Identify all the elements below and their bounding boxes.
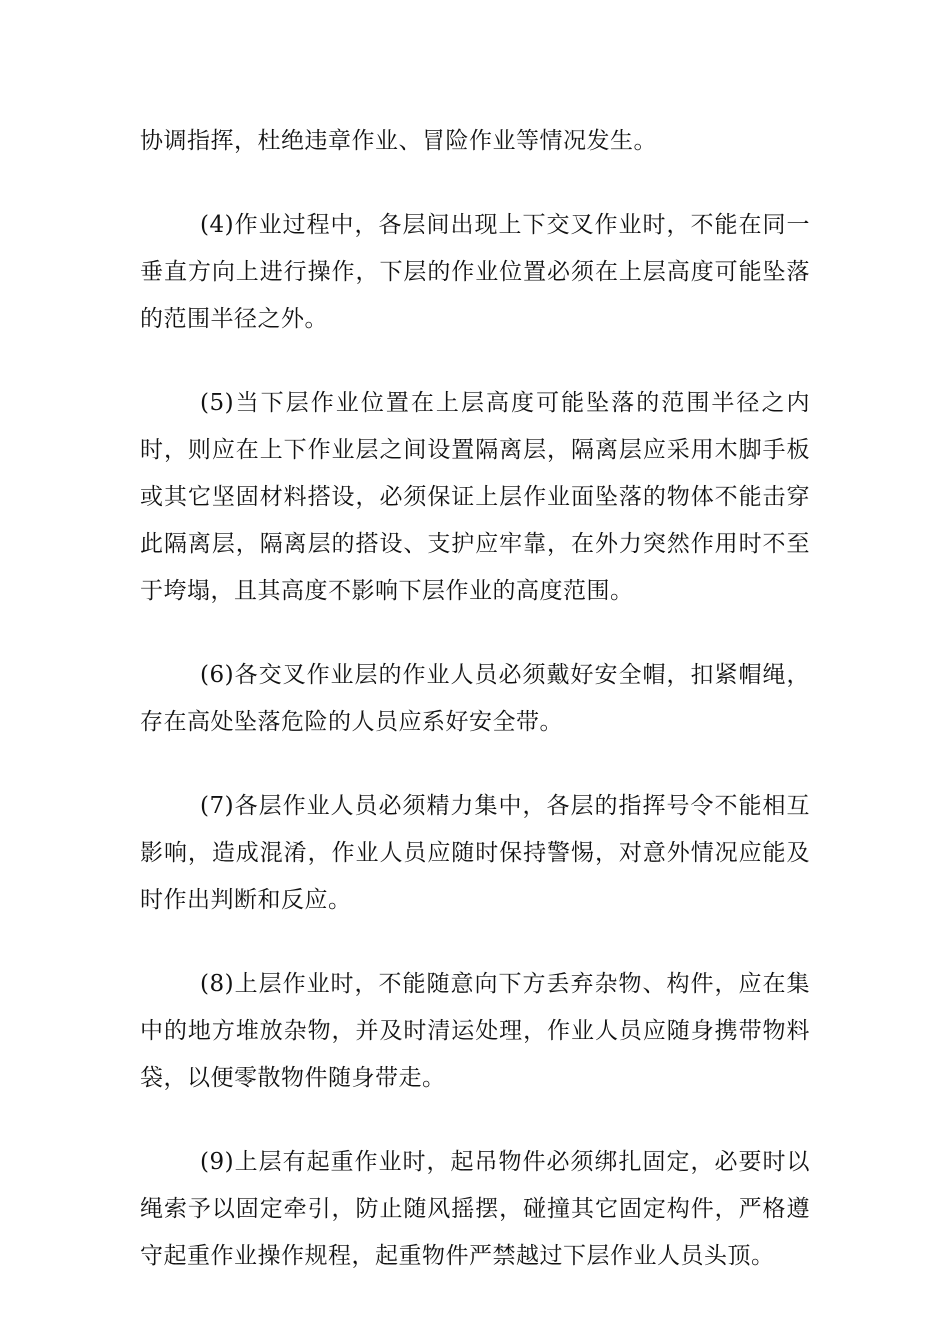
paragraph-gap bbox=[140, 1102, 810, 1139]
paragraph-item-6: (6)各交叉作业层的作业人员必须戴好安全帽，扣紧帽绳，存在高处坠落危险的人员应系好安全带。 bbox=[140, 662, 810, 735]
paragraph-item-8: (8)上层作业时，不能随意向下方丢弃杂物、构件，应在集中的地方堆放杂物，并及时清运处理，作业人员应随身携带物料袋，以便零散物件随身带走。 bbox=[140, 971, 810, 1091]
paragraph-gap bbox=[140, 343, 810, 380]
paragraph-gap bbox=[140, 165, 810, 202]
paragraph-continuation: 协调指挥，杜绝违章作业、冒险作业等情况发生。 bbox=[140, 128, 657, 154]
paragraph-gap bbox=[140, 746, 810, 783]
paragraph-item-5: (5)当下层作业位置在上层高度可能坠落的范围半径之内时，则应在上下作业层之间设置隔离层，隔离层应采用木脚手板或其它坚固材料搭设，必须保证上层作业面坠落的物体不能击穿此隔离层，隔离层的搭设、支护应牢靠，在外力突然作用时不至于垮塌，且其高度不影响下层作业的高度范围。 bbox=[140, 390, 810, 604]
paragraph-gap bbox=[140, 924, 810, 961]
document-body bbox=[140, 118, 810, 1280]
paragraph-item-4: (4)作业过程中，各层间出现上下交叉作业时，不能在同一垂直方向上进行操作，下层的作业位置必须在上层高度可能坠落的范围半径之外。 bbox=[140, 212, 810, 332]
paragraph-gap bbox=[140, 615, 810, 652]
paragraph-item-7: (7)各层作业人员必须精力集中，各层的指挥号令不能相互影响，造成混淆，作业人员应随时保持警惕，对意外情况应能及时作出判断和反应。 bbox=[140, 793, 810, 913]
paragraph-item-9: (9)上层有起重作业时，起吊物件必须绑扎固定，必要时以绳索予以固定牵引，防止随风摇摆，碰撞其它固定构件，严格遵守起重作业操作规程，起重物件严禁越过下层作业人员头顶。 bbox=[140, 1149, 810, 1269]
